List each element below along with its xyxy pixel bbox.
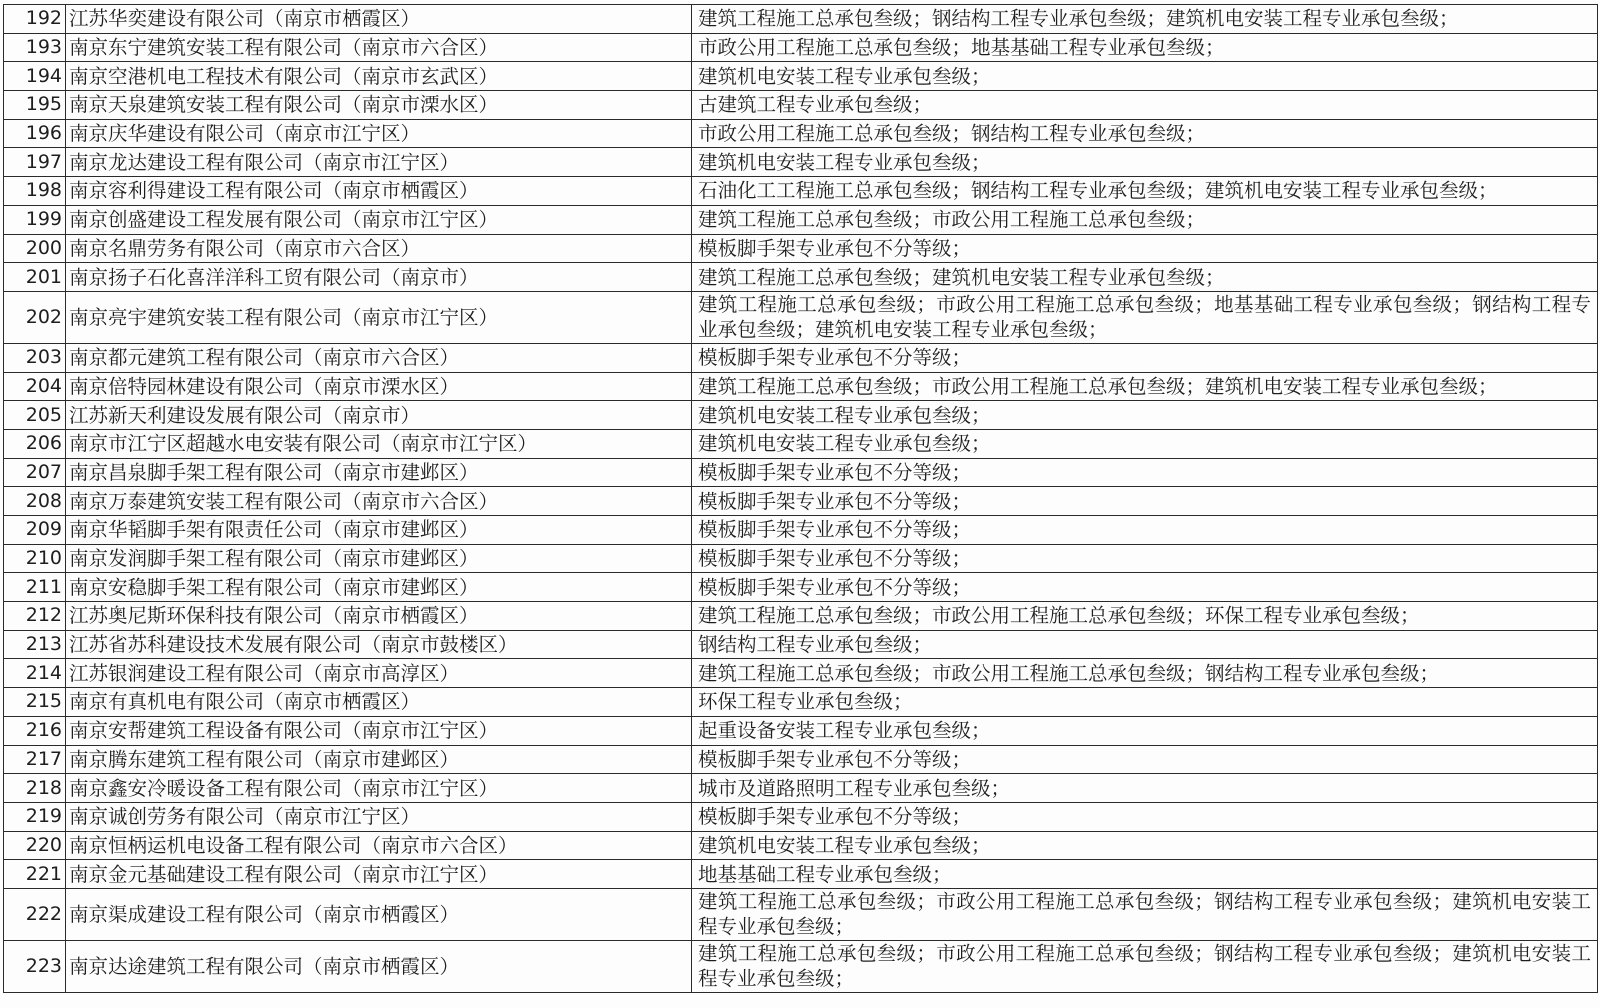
company-name-cell: 南京有真机电有限公司（南京市栖霞区）: [66, 688, 692, 717]
row-number-cell: 207: [4, 458, 66, 487]
qualification-cell: 模板脚手架专业承包不分等级；: [692, 745, 1598, 774]
qualification-cell: 建筑工程施工总承包叁级；市政公用工程施工总承包叁级；钢结构工程专业承包叁级；建筑机电安装工程专业承包叁级；: [692, 940, 1598, 992]
qualification-cell: 地基基础工程专业承包叁级；: [692, 860, 1598, 889]
qualification-cell: 模板脚手架专业承包不分等级；: [692, 544, 1598, 573]
table-row: [4, 940, 1598, 992]
table-row: [4, 688, 1598, 717]
row-number-cell: 193: [4, 33, 66, 62]
company-name-cell: 江苏新天利建设发展有限公司（南京市）: [66, 401, 692, 430]
table-row: [4, 659, 1598, 688]
table-row: [4, 372, 1598, 401]
company-name-cell: 南京庆华建设有限公司（南京市江宁区）: [66, 119, 692, 148]
row-number-cell: 204: [4, 372, 66, 401]
row-number-cell: 208: [4, 487, 66, 516]
company-name-cell: 南京都元建筑工程有限公司（南京市六合区）: [66, 343, 692, 372]
qualification-cell: 模板脚手架专业承包不分等级；: [692, 234, 1598, 263]
company-name-cell: 南京市江宁区超越水电安装有限公司（南京市江宁区）: [66, 429, 692, 458]
company-name-cell: 南京扬子石化喜洋洋科工贸有限公司（南京市）: [66, 263, 692, 292]
table-row: [4, 401, 1598, 430]
row-number-cell: 211: [4, 573, 66, 602]
table-row: [4, 429, 1598, 458]
row-number-cell: 198: [4, 177, 66, 206]
qualification-cell: 建筑工程施工总承包叁级；市政公用工程施工总承包叁级；地基基础工程专业承包叁级；钢结构工程专业承包叁级；建筑机电安装工程专业承包叁级；: [692, 291, 1598, 343]
table-row: [4, 263, 1598, 292]
company-name-cell: 南京华韬脚手架有限责任公司（南京市建邺区）: [66, 516, 692, 545]
company-name-cell: 江苏省苏科建设技术发展有限公司（南京市鼓楼区）: [66, 630, 692, 659]
company-name-cell: 南京渠成建设工程有限公司（南京市栖霞区）: [66, 888, 692, 940]
row-number-cell: 223: [4, 940, 66, 992]
table-row: [4, 62, 1598, 91]
qualification-cell: 起重设备安装工程专业承包叁级；: [692, 716, 1598, 745]
row-number-cell: 214: [4, 659, 66, 688]
table-row: [4, 745, 1598, 774]
qualification-cell: 建筑工程施工总承包叁级；市政公用工程施工总承包叁级；建筑机电安装工程专业承包叁级；: [692, 372, 1598, 401]
company-name-cell: 南京安帮建筑工程设备有限公司（南京市江宁区）: [66, 716, 692, 745]
table-row: [4, 831, 1598, 860]
table-row: [4, 33, 1598, 62]
company-name-cell: 南京空港机电工程技术有限公司（南京市玄武区）: [66, 62, 692, 91]
table-row: [4, 119, 1598, 148]
row-number-cell: 203: [4, 343, 66, 372]
table-row: [4, 5, 1598, 34]
company-name-cell: 南京恒柄运机电设备工程有限公司（南京市六合区）: [66, 831, 692, 860]
table-row: [4, 91, 1598, 120]
row-number-cell: 192: [4, 5, 66, 34]
qualification-cell: 建筑机电安装工程专业承包叁级；: [692, 62, 1598, 91]
qualification-cell: 模板脚手架专业承包不分等级；: [692, 573, 1598, 602]
table-row: [4, 860, 1598, 889]
qualification-cell: 建筑工程施工总承包叁级；市政公用工程施工总承包叁级；: [692, 205, 1598, 234]
row-number-cell: 205: [4, 401, 66, 430]
company-name-cell: 南京腾东建筑工程有限公司（南京市建邺区）: [66, 745, 692, 774]
table-row: [4, 602, 1598, 631]
qualification-cell: 城市及道路照明工程专业承包叁级；: [692, 774, 1598, 803]
company-name-cell: 南京亮宇建筑安装工程有限公司（南京市江宁区）: [66, 291, 692, 343]
table-row: [4, 487, 1598, 516]
table-row: [4, 802, 1598, 831]
qualification-cell: 建筑工程施工总承包叁级；市政公用工程施工总承包叁级；钢结构工程专业承包叁级；建筑机电安装工程专业承包叁级；: [692, 888, 1598, 940]
company-name-cell: 南京龙达建设工程有限公司（南京市江宁区）: [66, 148, 692, 177]
qualification-cell: 建筑机电安装工程专业承包叁级；: [692, 429, 1598, 458]
row-number-cell: 213: [4, 630, 66, 659]
table-row: [4, 544, 1598, 573]
qualification-cell: 模板脚手架专业承包不分等级；: [692, 343, 1598, 372]
company-name-cell: 南京昌泉脚手架工程有限公司（南京市建邺区）: [66, 458, 692, 487]
row-number-cell: 197: [4, 148, 66, 177]
table-row: [4, 291, 1598, 343]
company-name-cell: 南京容利得建设工程有限公司（南京市栖霞区）: [66, 177, 692, 206]
row-number-cell: 194: [4, 62, 66, 91]
table-row: [4, 343, 1598, 372]
row-number-cell: 202: [4, 291, 66, 343]
row-number-cell: 219: [4, 802, 66, 831]
company-name-cell: 南京安稳脚手架工程有限公司（南京市建邺区）: [66, 573, 692, 602]
qualification-cell: 模板脚手架专业承包不分等级；: [692, 802, 1598, 831]
qualification-cell: 石油化工工程施工总承包叁级；钢结构工程专业承包叁级；建筑机电安装工程专业承包叁级；: [692, 177, 1598, 206]
row-number-cell: 217: [4, 745, 66, 774]
company-name-cell: 南京天泉建筑安装工程有限公司（南京市溧水区）: [66, 91, 692, 120]
company-name-cell: 南京金元基础建设工程有限公司（南京市江宁区）: [66, 860, 692, 889]
qualification-cell: 建筑机电安装工程专业承包叁级；: [692, 401, 1598, 430]
row-number-cell: 222: [4, 888, 66, 940]
table-row: [4, 516, 1598, 545]
qualification-cell: 模板脚手架专业承包不分等级；: [692, 458, 1598, 487]
row-number-cell: 216: [4, 716, 66, 745]
company-name-cell: 南京创盛建设工程发展有限公司（南京市江宁区）: [66, 205, 692, 234]
company-name-cell: 南京诚创劳务有限公司（南京市江宁区）: [66, 802, 692, 831]
row-number-cell: 218: [4, 774, 66, 803]
row-number-cell: 196: [4, 119, 66, 148]
qualification-cell: 模板脚手架专业承包不分等级；: [692, 516, 1598, 545]
qualification-cell: 环保工程专业承包叁级；: [692, 688, 1598, 717]
company-name-cell: 南京鑫安冷暖设备工程有限公司（南京市江宁区）: [66, 774, 692, 803]
qualification-cell: 建筑工程施工总承包叁级；市政公用工程施工总承包叁级；环保工程专业承包叁级；: [692, 602, 1598, 631]
qualification-cell: 建筑工程施工总承包叁级；市政公用工程施工总承包叁级；钢结构工程专业承包叁级；: [692, 659, 1598, 688]
company-name-cell: 南京万泰建筑安装工程有限公司（南京市六合区）: [66, 487, 692, 516]
row-number-cell: 210: [4, 544, 66, 573]
company-name-cell: 南京东宁建筑安装工程有限公司（南京市六合区）: [66, 33, 692, 62]
qualification-cell: 模板脚手架专业承包不分等级；: [692, 487, 1598, 516]
table-row: [4, 148, 1598, 177]
qualification-cell: 建筑工程施工总承包叁级；建筑机电安装工程专业承包叁级；: [692, 263, 1598, 292]
company-name-cell: 江苏奥尼斯环保科技有限公司（南京市栖霞区）: [66, 602, 692, 631]
row-number-cell: 200: [4, 234, 66, 263]
row-number-cell: 206: [4, 429, 66, 458]
table-row: [4, 716, 1598, 745]
row-number-cell: 209: [4, 516, 66, 545]
table-row: [4, 177, 1598, 206]
company-name-cell: 南京达途建筑工程有限公司（南京市栖霞区）: [66, 940, 692, 992]
qualification-cell: 市政公用工程施工总承包叁级；钢结构工程专业承包叁级；: [692, 119, 1598, 148]
row-number-cell: 220: [4, 831, 66, 860]
company-name-cell: 南京发润脚手架工程有限公司（南京市建邺区）: [66, 544, 692, 573]
row-number-cell: 199: [4, 205, 66, 234]
table-row: [4, 458, 1598, 487]
table-row: [4, 888, 1598, 940]
qualification-cell: 钢结构工程专业承包叁级；: [692, 630, 1598, 659]
table-row: [4, 234, 1598, 263]
qualification-cell: 建筑工程施工总承包叁级；钢结构工程专业承包叁级；建筑机电安装工程专业承包叁级；: [692, 5, 1598, 34]
table-row: [4, 630, 1598, 659]
table-row: [4, 205, 1598, 234]
row-number-cell: 195: [4, 91, 66, 120]
row-number-cell: 215: [4, 688, 66, 717]
qualification-cell: 古建筑工程专业承包叁级；: [692, 91, 1598, 120]
table-row: [4, 774, 1598, 803]
company-name-cell: 南京名鼎劳务有限公司（南京市六合区）: [66, 234, 692, 263]
table-body: [4, 5, 1598, 993]
company-name-cell: 江苏银润建设工程有限公司（南京市高淳区）: [66, 659, 692, 688]
company-name-cell: 江苏华奕建设有限公司（南京市栖霞区）: [66, 5, 692, 34]
company-name-cell: 南京倍特园林建设有限公司（南京市溧水区）: [66, 372, 692, 401]
qualification-cell: 建筑机电安装工程专业承包叁级；: [692, 831, 1598, 860]
qualification-cell: 市政公用工程施工总承包叁级；地基基础工程专业承包叁级；: [692, 33, 1598, 62]
table-row: [4, 573, 1598, 602]
qualification-cell: 建筑机电安装工程专业承包叁级；: [692, 148, 1598, 177]
row-number-cell: 212: [4, 602, 66, 631]
row-number-cell: 221: [4, 860, 66, 889]
row-number-cell: 201: [4, 263, 66, 292]
company-qualification-table: [3, 4, 1598, 993]
